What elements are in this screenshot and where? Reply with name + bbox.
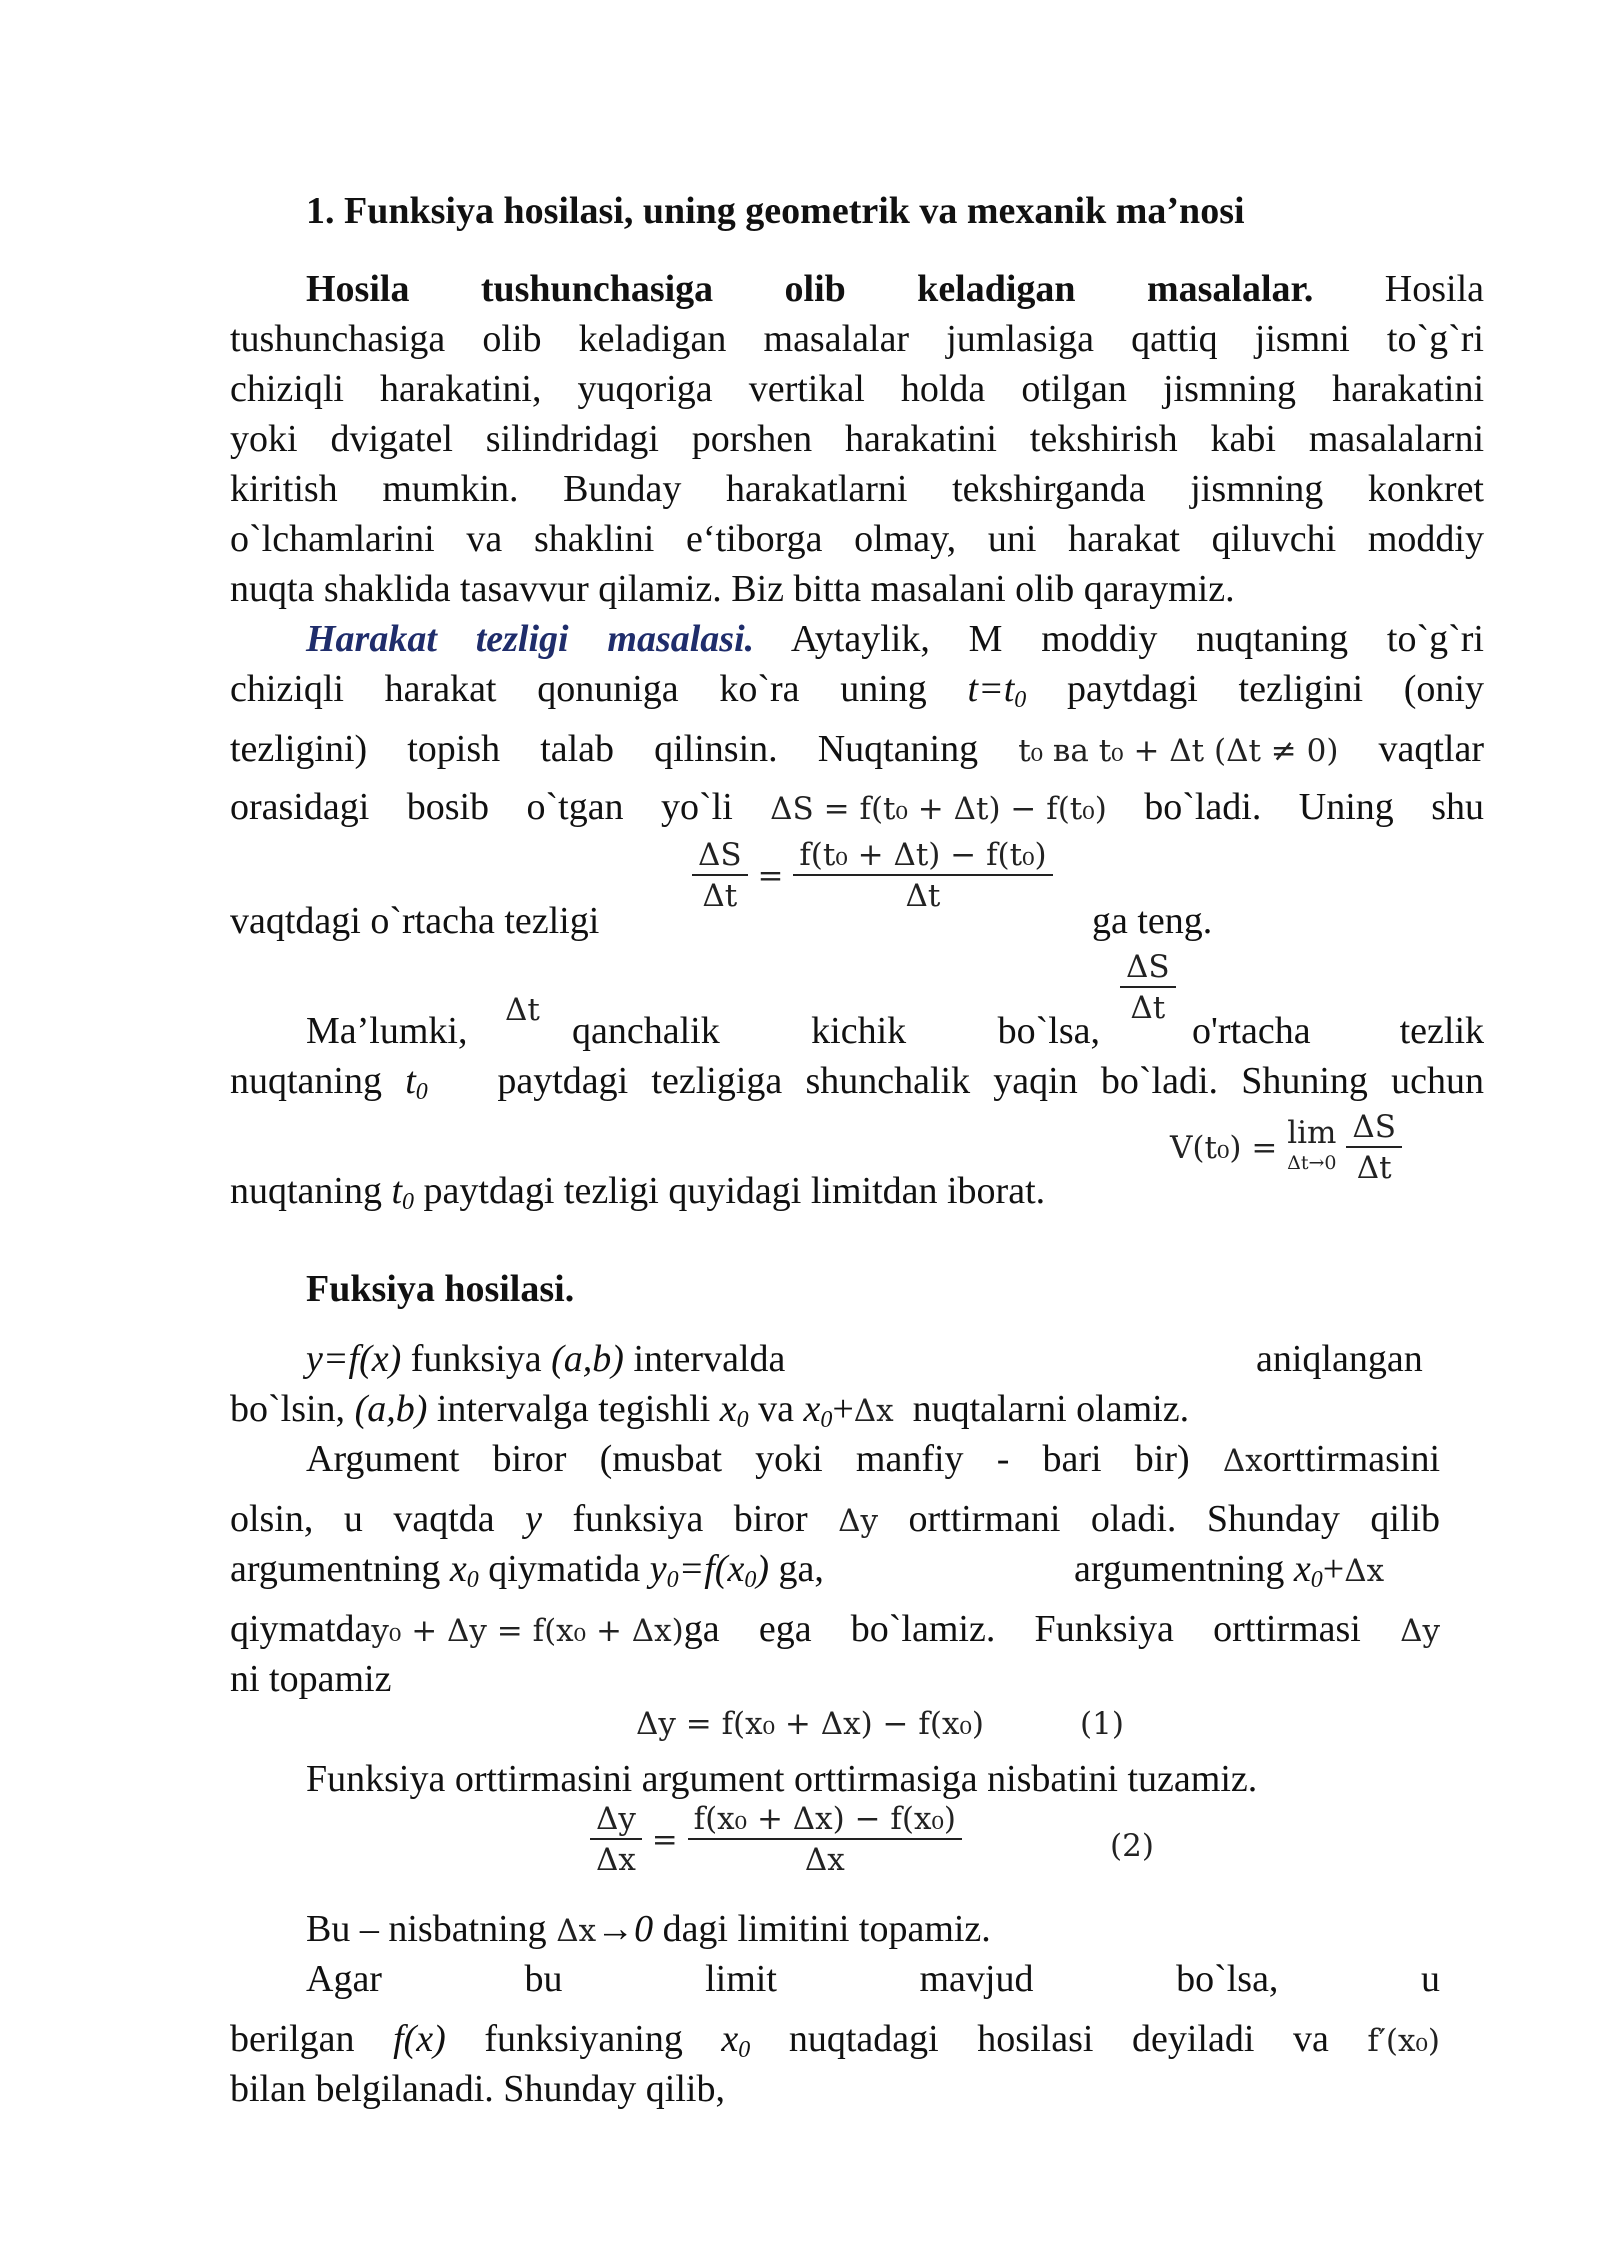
p4-line-1-tail: aniqlangan bbox=[1256, 1338, 1423, 1380]
p1-line-4: yoki dvigatel silindridagi porshen harakatini tekshirish kabi masalalarni bbox=[230, 418, 1484, 460]
p3-line-3: nuqtaning $t_0$ paytdagi tezligi quyidagi limitdan iborat. bbox=[230, 1170, 1046, 1215]
formula-delta-x-2: Δx bbox=[1222, 1443, 1263, 1479]
formula-delta-x-3: Δx bbox=[1344, 1553, 1385, 1589]
formula-delta-x: Δx bbox=[853, 1393, 894, 1429]
p8-line-1: Agar bu limit mavjud bo`lsa, u bbox=[306, 1958, 1441, 2000]
equation-label-2: (2) bbox=[1110, 1828, 1154, 1864]
p5-line-4: qiymatday₀ + Δy = f(x₀ + Δx)ga ega bo`lamiz. Funksiya orttirmasi Δy bbox=[230, 1606, 1440, 1654]
section-heading: 1. Funksiya hosilasi, uning geometrik va mexanik ma’nosi bbox=[306, 190, 1245, 232]
p1-line-7: nuqta shaklida tasavvur qilamiz. Biz bitta masalani olib qaraymiz. bbox=[230, 568, 1235, 610]
p2-line-4: orasidagi bosib o`tgan yo`li ΔS = f(t₀ + Δt) − f(t₀) bo`ladi. Uning shu bbox=[230, 784, 1484, 832]
p3-line-1-tail: o'rtacha tezlik bbox=[1192, 1010, 1484, 1052]
formula-f-prime: f′(x₀) bbox=[1367, 2023, 1441, 2059]
p5-line-3: argumentning $x_0$ qiymatida $y_0=f(x_0)$ ga, bbox=[230, 1548, 824, 1593]
p3-word-malumki: Ma’lumki, bbox=[306, 1010, 468, 1052]
p8-line-3: bilan belgilanadi. Shunday qilib, bbox=[230, 2068, 725, 2110]
formula-delta-y-2: Δy bbox=[1400, 1613, 1440, 1649]
section2-title: Fuksiya hosilasi. bbox=[306, 1268, 575, 1310]
p8-line-2: berilgan f(x) funksiyaning $x_0$ nuqtadagi hosilasi deyiladi va f′(x₀) bbox=[230, 2018, 1441, 2063]
formula-y0-plus-dy: y₀ + Δy = f(x₀ + Δx) bbox=[371, 1613, 684, 1649]
p5-line-5: ni topamiz bbox=[230, 1658, 392, 1700]
p4-line-2: bo`lsin, (a,b) intervalga tegishli $x_0$ va $x_0+\Delta x$ nuqtalarni olamiz. bbox=[230, 1388, 1190, 1433]
fraction-left: $\frac{\Delta S}{\Delta t}$ bbox=[692, 836, 748, 916]
p5-line-1: Argument biror (musbat yoki manfiy - bari bir) Δxorttirmasini bbox=[306, 1436, 1440, 1484]
problem-title: Harakat tezligi masalasi. bbox=[306, 618, 755, 660]
p2-line-5-label: vaqtdagi o`rtacha tezligi bbox=[230, 900, 600, 942]
p2-line-5-tail: ga teng. bbox=[1092, 900, 1213, 942]
formula-time-interval: t₀ ва t₀ + Δt (Δt ≠ 0) bbox=[1018, 733, 1339, 769]
p2-line-1: Harakat tezligi masalasi. Aytaylik, M moddiy nuqtaning to`g`ri bbox=[306, 618, 1484, 660]
p2-line-3: tezligini) topish talab qilinsin. Nuqtaning t₀ ва t₀ + Δt (Δt ≠ 0) vaqtlar bbox=[230, 726, 1484, 774]
p7-line: Bu – nisbatning Δx→0 dagi limitini topamiz. bbox=[306, 1906, 991, 1954]
p1-line-3: chiziqli harakatini, yuqoriga vertikal holda otilgan jismning harakatini bbox=[230, 368, 1484, 410]
p3-line-2: nuqtaning $t_0$ paytdagi tezligiga shunchalik yaqin bo`ladi. Shuning uchun bbox=[230, 1060, 1484, 1105]
formula-delta-s: ΔS = f(t₀ + Δt) − f(t₀) bbox=[770, 791, 1107, 827]
p3-line-1-middle: qanchalik kichik bo`lsa, bbox=[572, 1010, 1100, 1052]
formula-delta-y: Δy bbox=[838, 1503, 879, 1539]
p1-line-1: Hosila tushunchasiga olib keladigan masalalar. Hosila bbox=[306, 268, 1484, 310]
p1-line-6: o`lchamlarini va shaklini e‘tiborga olmay, uni harakat qiluvchi moddiy bbox=[230, 518, 1484, 560]
p5-line-3-tail: argumentning $x_0+\Delta x$ bbox=[1074, 1548, 1385, 1593]
formula-delta-t: Δt bbox=[505, 992, 540, 1028]
p4-line-1: y=f(x) funksiya (a,b) intervalda bbox=[306, 1338, 786, 1380]
p5-line-2: olsin, u vaqtda y funksiya biror Δy orttirmani oladi. Shunday qilib bbox=[230, 1496, 1440, 1544]
formula-ratio: $\frac{\Delta S}{\Delta t}$ bbox=[1120, 948, 1176, 1028]
formula-eq1: Δy = f(x₀ + Δx) − f(x₀) bbox=[636, 1706, 984, 1742]
p1-line-5: kiritish mumkin. Bunday harakatlarni tekshirganda jismning konkret bbox=[230, 468, 1484, 510]
p6-line: Funksiya orttirmasini argument orttirmasiga nisbatini tuzamiz. bbox=[306, 1758, 1258, 1800]
formula-eq2: $\frac{\Delta y}{\Delta x}$ = $\frac{\text{f(x₀ + Δx) − f(x₀)}}{\Delta x}$ bbox=[590, 1800, 962, 1880]
equation-label-1: (1) bbox=[1080, 1706, 1124, 1742]
formula-instant-velocity-limit: V(t₀) = lim Δt→0 $\frac{\Delta S}{\Delta t}$ bbox=[1170, 1108, 1402, 1188]
fraction-right: $\frac{\text{f(t₀ + Δt) − f(t₀)}}{\Delta t}$ bbox=[793, 836, 1052, 916]
p1-line-2: tushunchasiga olib keladigan masalalar jumlasiga qattiq jismni to`g`ri bbox=[230, 318, 1484, 360]
p2-line-2: chiziqli harakat qonuniga ko`ra uning $t=t_0$ paytdagi tezligini (oniy bbox=[230, 668, 1484, 713]
formula-average-velocity: $\frac{\Delta S}{\Delta t}$ = $\frac{\text{f(t₀ + Δt) − f(t₀)}}{\Delta t}$ bbox=[692, 836, 1053, 916]
formula-delta-x-4: Δx bbox=[556, 1913, 597, 1949]
